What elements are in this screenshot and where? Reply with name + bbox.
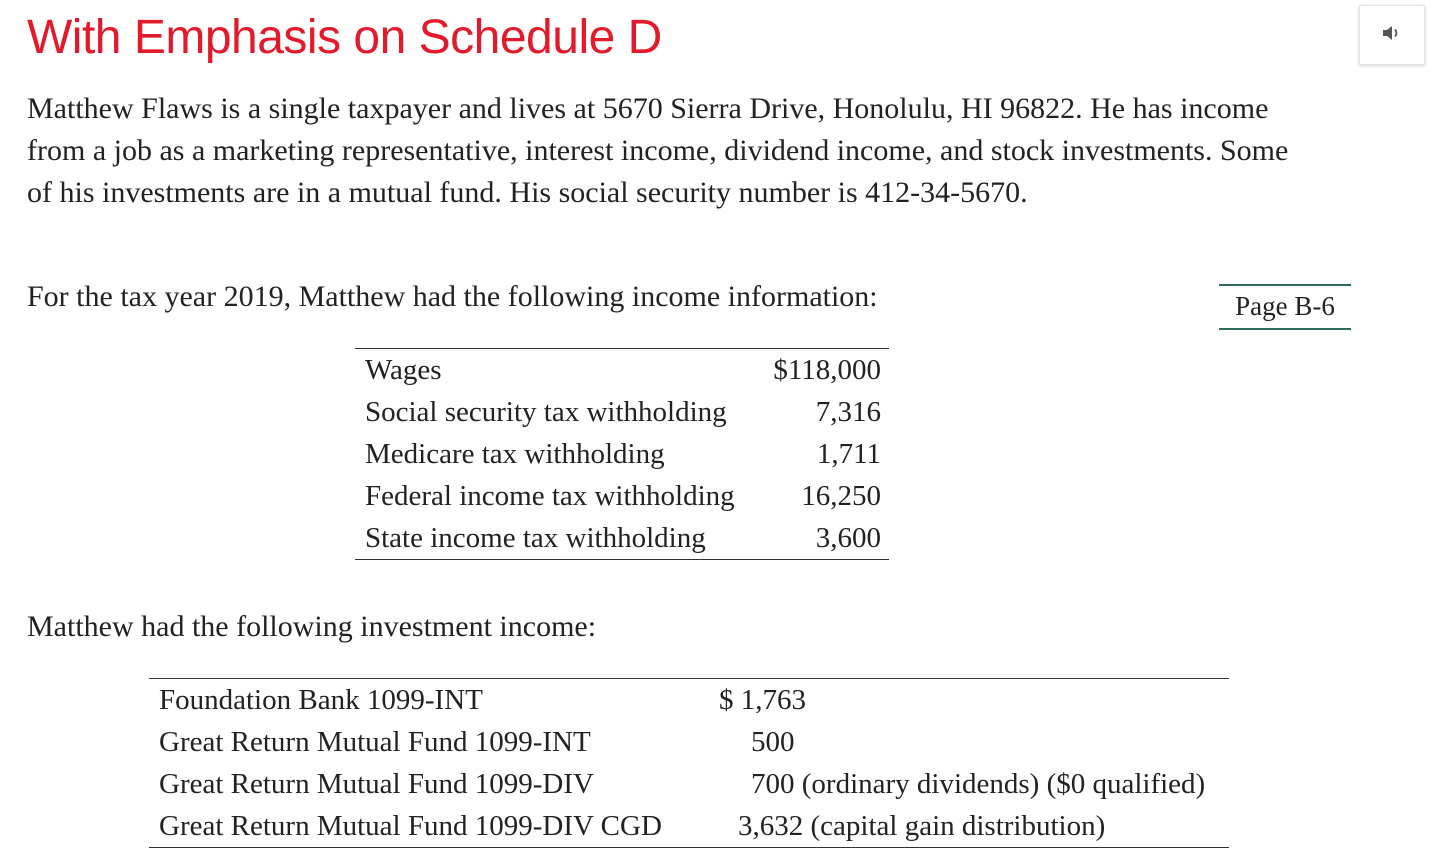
table-row [355,517,889,560]
income-value: 1,711 [816,438,881,470]
table-row [355,433,889,475]
income-label: Federal income tax withholding [365,480,735,512]
investment-label: Foundation Bank 1099-INT [159,684,483,716]
income-table [355,348,889,560]
page-reference: Page B-6 [1219,284,1351,330]
investment-label: Great Return Mutual Fund 1099-DIV [159,768,594,800]
investment-value: 3,632 (capital gain distribution) [738,810,1106,842]
intro-paragraph: Matthew Flaws is a single taxpayer and lives at 5670 Sierra Drive, Honolulu, HI 96822. He has income from a job as a marketing representative, interest income, dividend income, and stock investments. Some of his investments are in a mutual fund. His social security number is 412-34-5670. [27,92,1289,209]
investment-value: 700 (ordinary dividends) ($0 qualified) [751,768,1206,800]
table-row [149,805,1229,848]
income-label: Wages [365,354,442,386]
income-value: 7,316 [815,396,881,428]
audio-button[interactable] [1359,5,1425,65]
investment-value: 500 [751,726,795,758]
table-row [355,475,889,517]
table-row [149,679,1229,722]
investment-value: $ 1,763 [719,684,806,716]
investment-label: Great Return Mutual Fund 1099-DIV CGD [159,810,662,842]
income-label: Social security tax withholding [365,396,727,428]
speaker-icon [1382,25,1402,46]
income-value: $118,000 [773,354,881,386]
table-row [149,721,1229,763]
income-value: 3,600 [815,522,881,554]
income-label: State income tax withholding [365,522,706,554]
income-value: 16,250 [801,480,881,512]
investment-label: Great Return Mutual Fund 1099-INT [159,726,591,758]
page-title: With Emphasis on Schedule D [27,11,662,64]
tax-year-paragraph: For the tax year 2019, Matthew had the following income information: [27,280,878,313]
table-row [149,763,1229,805]
table-row [355,349,889,392]
table-row [355,391,889,433]
income-label: Medicare tax withholding [365,438,665,470]
investment-paragraph: Matthew had the following investment income: [27,610,597,643]
investment-table [149,678,1229,848]
